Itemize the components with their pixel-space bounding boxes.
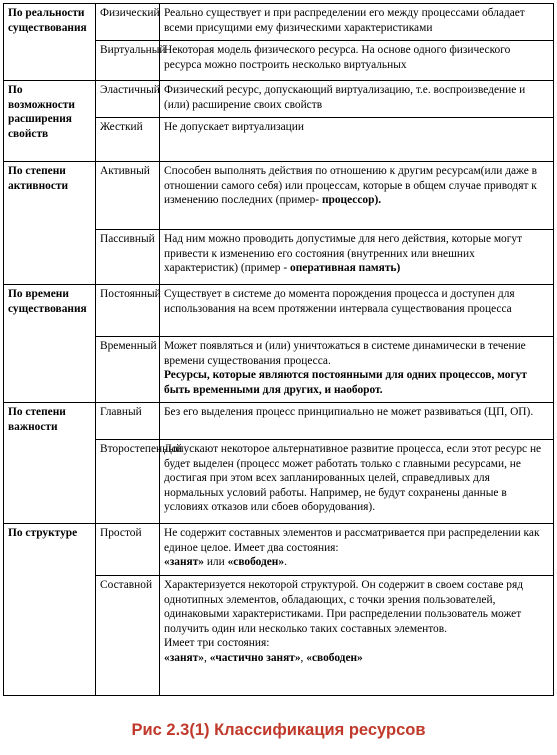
resource-type: Эластичный <box>96 81 160 118</box>
state-label: «свободен» <box>227 556 285 568</box>
state-label: «занят» <box>164 651 204 664</box>
table-row <box>4 81 554 118</box>
resource-type: Постоянный <box>96 285 160 337</box>
separator: , <box>203 651 210 664</box>
resource-description <box>160 524 554 576</box>
resource-description <box>160 576 554 696</box>
resource-type: Главный <box>96 403 160 440</box>
group-title: По структуре <box>4 524 96 696</box>
table-row <box>4 4 554 41</box>
state-label: «частично занят» <box>209 651 301 664</box>
resource-description: Физический ресурс, допускающий виртуализацию, т.е. воспроизведение и (или) расширение своих свойств <box>160 81 554 118</box>
group-title: По степени важности <box>4 403 96 524</box>
resource-type: Физический <box>96 4 160 41</box>
resource-type: Простой <box>96 524 160 576</box>
resource-description <box>160 337 554 403</box>
separator: . <box>284 556 287 568</box>
state-label: «занят» <box>164 556 204 568</box>
table-row <box>4 162 554 230</box>
resource-type: Составной <box>96 576 160 696</box>
resource-type: Пассивный <box>96 230 160 285</box>
table-row <box>4 403 554 440</box>
resource-description <box>160 230 554 285</box>
table-row <box>4 524 554 576</box>
separator: , <box>300 651 307 664</box>
description-text: Может появляться и (или) уничтожаться в системе динамически в течение времени существования процесса. <box>164 340 526 367</box>
resource-description: Допускают некоторое альтернативное развитие процесса, если этот ресурс не будет выделен (процесс может работать только с главными ресурсами, не достигая при этом всех запланированных целей, справедливых для нормальных условий работы. Например, не будут сохранены данные в условиях отказов или сбоев оборудования). <box>160 440 554 524</box>
resource-type: Временный <box>96 337 160 403</box>
note-bold: Ресурсы, которые являются постоянными для одних процессов, могут быть временными для других, и наоборот. <box>164 369 527 396</box>
group-title: По реальности существования <box>4 4 96 81</box>
description-text: Не содержит составных элементов и рассматривается при распределении как единое целое. Имеет два состояния: <box>164 527 540 554</box>
description-text: Способен выполнять действия по отношению к другим ресурсам(или даже в отношении самого себя) или процессам, которые в общем случае приводят к изменению последних (пример- <box>164 165 538 206</box>
table-row <box>4 285 554 337</box>
resource-description: Не допускает виртуализации <box>160 118 554 162</box>
description-text: Имеет три состояния: <box>164 637 270 649</box>
state-label: «свободен» <box>306 651 363 664</box>
resource-type: Второстепенный <box>96 440 160 524</box>
group-title: По возможности расширения свойств <box>4 81 96 162</box>
description-text: Характеризуется некоторой структурой. Он содержит в своем составе ряд однотипных элементов, обладающих, с точки зрения пользователей, одинаковыми характеристиками. При распределении пользователь может получить один или несколько таких составных элементов. <box>164 579 524 635</box>
group-title: По времени существования <box>4 285 96 403</box>
resource-type: Активный <box>96 162 160 230</box>
resource-description: Существует в системе до момента порождения процесса и доступен для использования на всем протяжении интервала существования процесса <box>160 285 554 337</box>
resource-type: Жесткий <box>96 118 160 162</box>
figure-caption: Рис 2.3(1) Классификация ресурсов <box>131 721 426 739</box>
example-highlight: процессор). <box>321 194 382 206</box>
example-highlight: оперативная память) <box>290 262 401 274</box>
resource-description: Некоторая модель физического ресурса. На основе одного физического ресурса можно построить несколько виртуальных <box>160 41 554 81</box>
description-text: Над ним можно проводить допустимые для него действия, которые могут привести к изменению его состояния (внутренних или внешних характеристик) (пример - <box>164 233 523 274</box>
resource-description: Реально существует и при распределении его между процессами обладает всеми присущими ему физическими характеристиками <box>160 4 554 41</box>
classification-table <box>3 3 554 696</box>
group-title: По степени активности <box>4 162 96 285</box>
separator: или <box>203 556 228 568</box>
resource-type: Виртуальный <box>96 41 160 81</box>
resource-description: Без его выделения процесс принципиально не может развиваться (ЦП, ОП). <box>160 403 554 440</box>
resource-description <box>160 162 554 230</box>
